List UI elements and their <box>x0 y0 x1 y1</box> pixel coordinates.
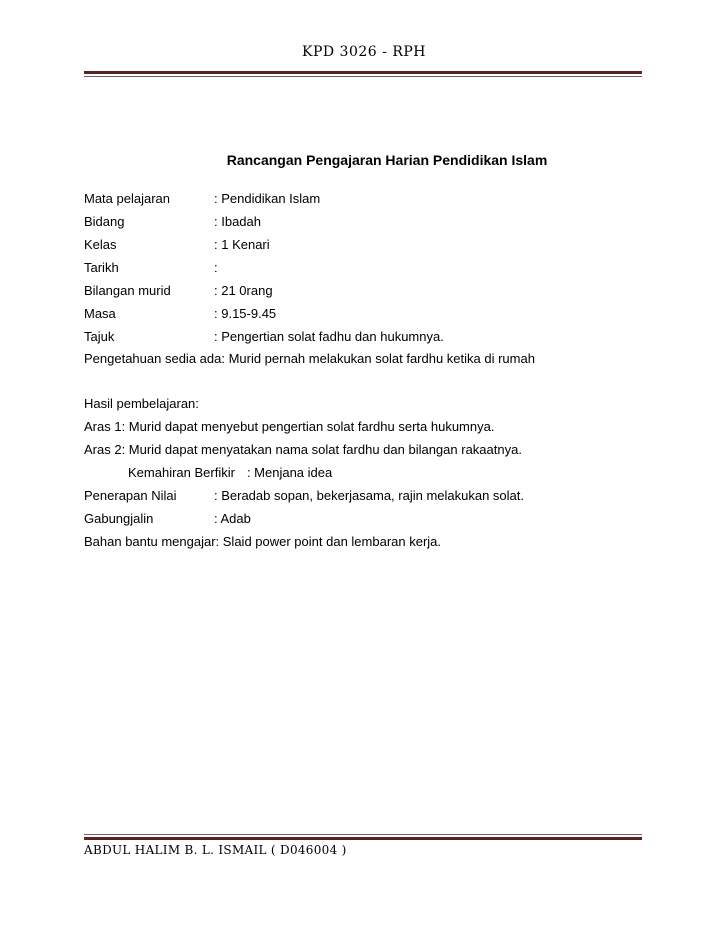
field-row-area <box>84 214 261 229</box>
outcomes-heading: Hasil pembelajaran: <box>84 396 199 411</box>
field-row-students <box>84 283 273 298</box>
teaching-materials: Bahan bantu mengajar: Slaid power point dan lembaran kerja. <box>84 534 442 549</box>
field-row-integration <box>84 511 251 526</box>
field-value: : Pengertian solat fadhu dan hukumnya. <box>214 329 444 344</box>
field-value: : <box>214 260 218 275</box>
field-label: Bilangan murid <box>84 283 171 298</box>
header-title: KPD 3026 - RPH <box>302 44 426 60</box>
field-row-thinking-skill <box>84 465 332 480</box>
header-rule-thin <box>84 76 642 77</box>
field-value: : Adab <box>214 511 251 526</box>
field-label: Tarikh <box>84 260 119 275</box>
field-value: : Beradab sopan, bekerjasama, rajin melakukan solat. <box>214 488 525 503</box>
field-label: Kemahiran Berfikir <box>128 465 235 480</box>
outcome-level-2: Aras 2: Murid dapat menyatakan nama solat fardhu dan bilangan rakaatnya. <box>84 442 522 457</box>
field-value: : 21 0rang <box>214 283 273 298</box>
document-title: Rancangan Pengajaran Harian Pendidikan Islam <box>226 152 548 168</box>
field-row-time <box>84 306 276 321</box>
field-row-date <box>84 260 218 275</box>
footer-rule-thick <box>84 837 642 840</box>
field-value: : 9.15-9.45 <box>214 306 277 321</box>
field-label: Mata pelajaran <box>84 191 170 206</box>
footer-rule-thin <box>84 834 642 835</box>
header-rule-thick <box>84 71 642 74</box>
field-row-subject <box>84 191 320 206</box>
field-value: : Menjana idea <box>246 465 333 480</box>
field-value: : Ibadah <box>214 214 261 229</box>
field-label: Penerapan Nilai <box>84 488 177 503</box>
field-row-topic <box>84 329 444 344</box>
field-label: Tajuk <box>84 329 115 344</box>
field-row-class <box>84 237 270 252</box>
field-label: Masa <box>84 306 116 321</box>
field-row-values <box>84 488 524 503</box>
field-label: Gabungjalin <box>84 511 154 526</box>
field-label: Kelas <box>84 237 117 252</box>
field-value: : 1 Kenari <box>214 237 270 252</box>
outcome-level-1: Aras 1: Murid dapat menyebut pengertian solat fardhu serta hukumnya. <box>84 419 495 434</box>
footer-text: ABDUL HALIM B. L. ISMAIL ( D046004 ) <box>84 843 347 857</box>
field-value: : Pendidikan Islam <box>214 191 321 206</box>
prior-knowledge: Pengetahuan sedia ada: Murid pernah melakukan solat fardhu ketika di rumah <box>84 351 535 366</box>
field-label: Bidang <box>84 214 125 229</box>
